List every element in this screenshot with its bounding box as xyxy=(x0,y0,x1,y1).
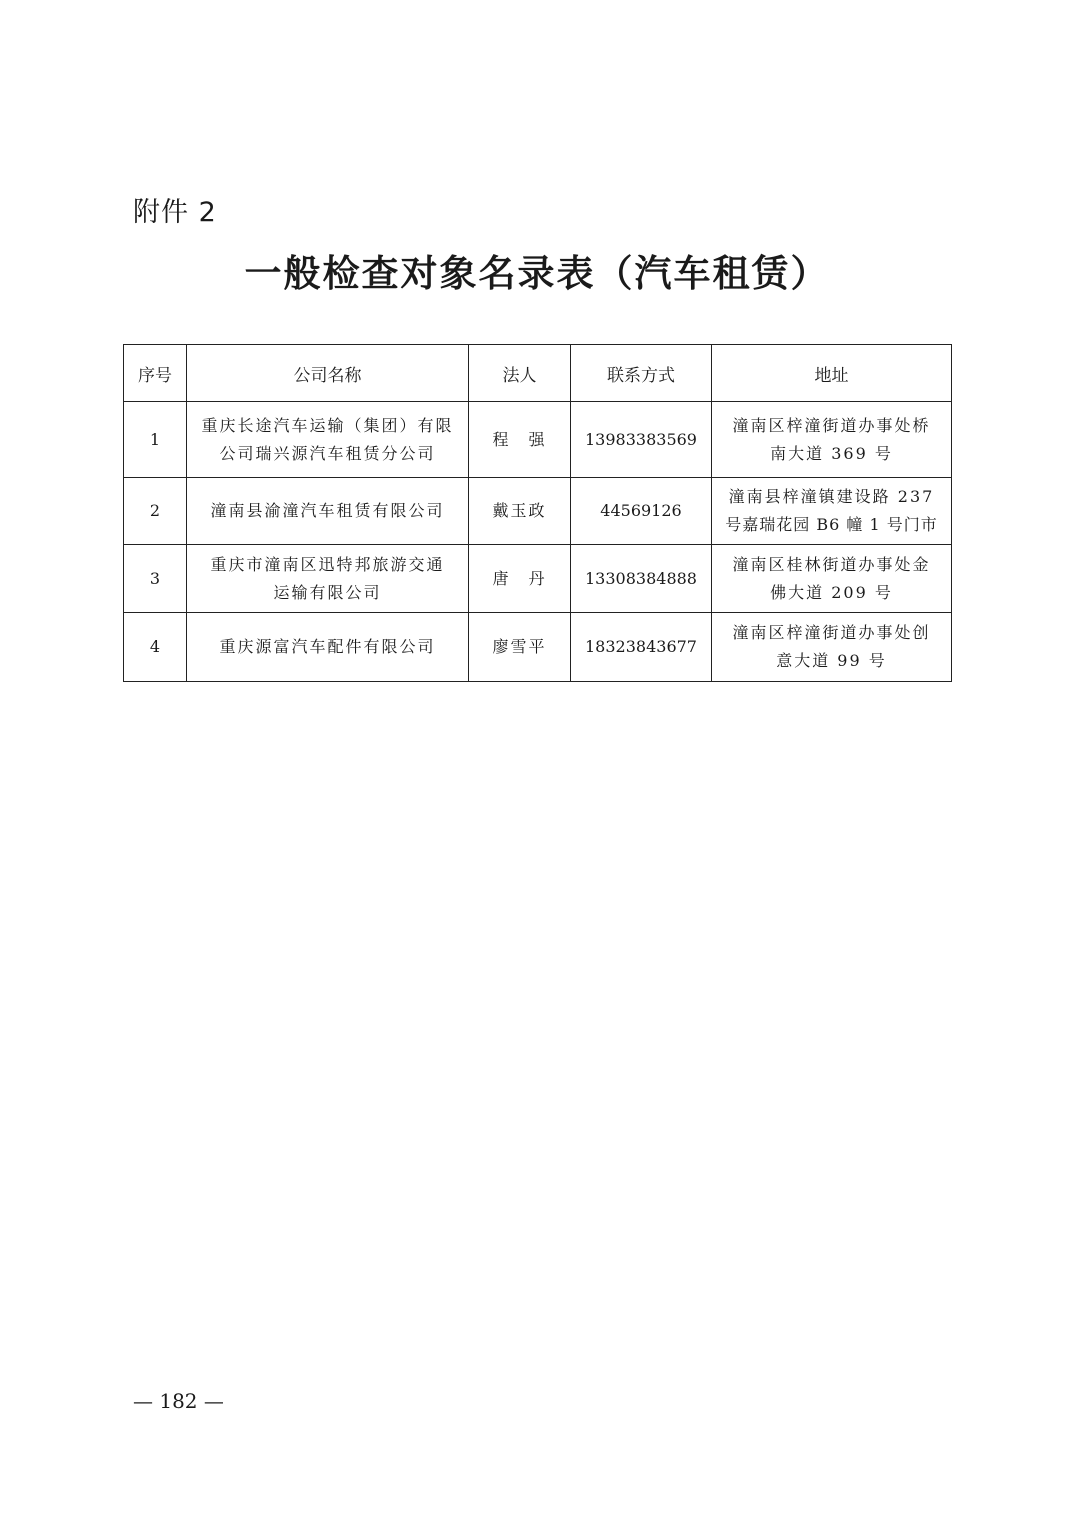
legal-person: 程 强 xyxy=(469,402,571,478)
address-line: 佛大道 209 号 xyxy=(770,582,893,602)
company-name-line: 潼南县渝潼汽车租赁有限公司 xyxy=(210,501,445,520)
column-header-address: 地址 xyxy=(712,345,952,402)
address-line: 意大道 99 号 xyxy=(776,651,887,670)
address-line: 潼南区梓潼街道办事处创 xyxy=(732,623,931,642)
address-line: 号嘉瑞花园 B6 幢 1 号门市 xyxy=(725,515,938,534)
contact-number: 18323843677 xyxy=(571,613,712,682)
company-name-line: 重庆长途汽车运输（集团）有限 xyxy=(201,415,454,435)
company-name xyxy=(187,613,469,682)
address-line: 潼南区梓潼街道办事处桥 xyxy=(732,415,931,435)
address xyxy=(712,478,952,545)
attachment-label: 附件 2 xyxy=(133,197,217,228)
address-line: 南大道 369 号 xyxy=(770,443,893,463)
row-index: 4 xyxy=(124,613,187,682)
table-row xyxy=(124,402,952,478)
company-name-line: 重庆市潼南区迅特邦旅游交通 xyxy=(210,554,445,574)
table-row xyxy=(124,478,952,545)
company-name xyxy=(187,478,469,545)
company-name-line: 运输有限公司 xyxy=(273,582,382,602)
page-number: — 182 — xyxy=(133,1389,224,1413)
table-row xyxy=(124,545,952,613)
address xyxy=(712,545,952,613)
legal-person: 廖雪平 xyxy=(469,613,571,682)
table-header-row xyxy=(124,345,952,402)
address xyxy=(712,613,952,682)
address-line: 潼南县梓潼镇建设路 237 xyxy=(728,487,935,506)
company-name-line: 重庆源富汽车配件有限公司 xyxy=(219,637,436,656)
table-row xyxy=(124,613,952,682)
contact-number: 44569126 xyxy=(571,478,712,545)
company-name-line: 公司瑞兴源汽车租赁分公司 xyxy=(219,443,436,463)
row-index: 1 xyxy=(124,402,187,478)
column-header-index: 序号 xyxy=(124,345,187,402)
legal-person: 戴玉政 xyxy=(469,478,571,545)
contact-number: 13308384888 xyxy=(571,545,712,613)
address-line: 潼南区桂林街道办事处金 xyxy=(732,554,931,574)
column-header-contact: 联系方式 xyxy=(571,345,712,402)
address xyxy=(712,402,952,478)
row-index: 2 xyxy=(124,478,187,545)
row-index: 3 xyxy=(124,545,187,613)
column-header-legal-person: 法人 xyxy=(469,345,571,402)
company-name xyxy=(187,402,469,478)
contact-number: 13983383569 xyxy=(571,402,712,478)
page-title: 一般检查对象名录表（汽车租赁） xyxy=(244,251,830,295)
inspection-roster-table xyxy=(123,344,952,682)
company-name xyxy=(187,545,469,613)
legal-person: 唐 丹 xyxy=(469,545,571,613)
column-header-company: 公司名称 xyxy=(187,345,469,402)
